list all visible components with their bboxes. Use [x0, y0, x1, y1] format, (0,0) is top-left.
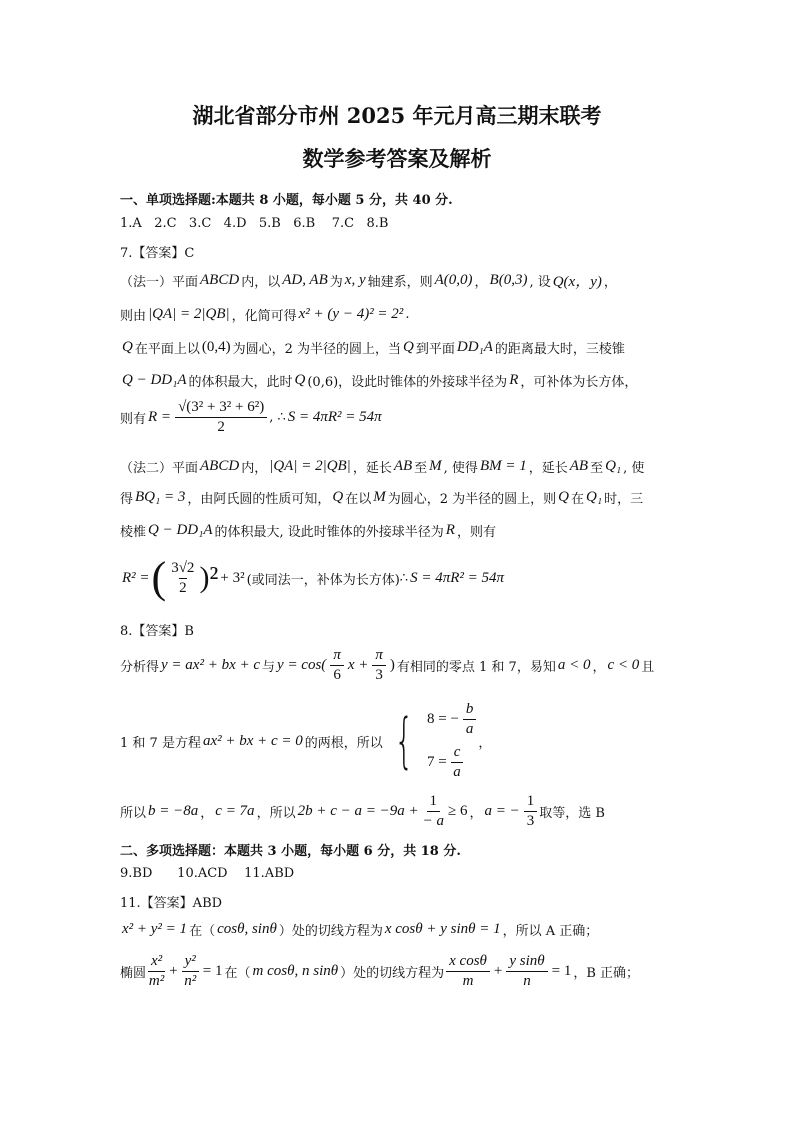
text: ）处的切线方程为	[278, 924, 383, 939]
text: 棱椎	[120, 525, 147, 540]
fraction	[463, 700, 477, 739]
math: 2b + c − a = −9a +	[297, 803, 419, 819]
numerator: √(3² + 3² + 6²)	[175, 398, 267, 418]
text: ，所以	[256, 806, 296, 821]
math: DD₁A	[456, 339, 493, 355]
q11-answer-heading: 11.【答案】ABD	[120, 896, 223, 911]
math: Q	[332, 489, 344, 505]
math: Q	[558, 489, 569, 505]
math: y = cos(	[277, 657, 327, 673]
math: A(0,0)	[434, 272, 473, 288]
text: ，可补体为长方体，	[520, 375, 638, 390]
denominator: 3	[375, 667, 383, 683]
math: |QA| = 2|QB|	[148, 306, 230, 322]
section1-heading: 一、单项选择题:本题共 8 小题，每小题 5 分，共 40 分.	[120, 193, 453, 208]
math: c = 7a	[215, 803, 255, 819]
text: , 设	[529, 275, 551, 290]
q7-line1	[120, 270, 617, 291]
q7-line2	[120, 305, 409, 324]
math: x +	[347, 657, 369, 673]
numerator: 3√2	[171, 559, 195, 576]
text: 则由	[120, 309, 147, 324]
text: 到平面	[415, 342, 455, 357]
paren: )²	[199, 561, 219, 594]
numerator: x²	[148, 952, 165, 972]
q7-answer-heading: 7.【答案】C	[120, 246, 195, 261]
text: ，由阿氏圆的性质可知，	[187, 492, 331, 507]
text: ，延长	[528, 461, 568, 476]
text: ，	[592, 660, 606, 675]
math: BQ₁ = 3	[135, 489, 186, 505]
q11-line2	[120, 952, 639, 991]
text: 的体积最大, 设此时锥体的外接球半径为	[214, 525, 444, 540]
denominator: 3	[526, 813, 535, 829]
fraction	[168, 559, 197, 598]
math: M	[373, 489, 386, 505]
title-line2: 数学参考答案及解析	[302, 146, 492, 171]
fraction	[446, 952, 490, 991]
text: ，	[478, 735, 492, 751]
section2-heading: 二、多项选择题：本题共 3 小题，每小题 6 分，共 18 分.	[120, 844, 461, 859]
denominator: a	[453, 764, 461, 780]
math: + 3²	[220, 569, 245, 586]
math: M	[429, 458, 442, 474]
q8-answer-heading: 8.【答案】B	[120, 624, 194, 639]
text: ，所以 A 正确；	[502, 924, 599, 939]
q7-line5	[120, 398, 384, 437]
fraction	[372, 646, 386, 685]
text: ，化简可得	[231, 309, 297, 324]
math: +	[169, 963, 178, 979]
numerator: π	[330, 646, 344, 666]
text: 与	[262, 660, 276, 675]
text: 则有	[120, 412, 147, 427]
numerator: 1	[524, 792, 538, 812]
math: a < 0	[557, 657, 591, 673]
section2-answers: 9.BD 10.ACD 11.ABD	[120, 866, 295, 881]
numerator: 1	[427, 792, 441, 812]
denominator: m	[462, 973, 474, 989]
math: B(0,3)	[489, 272, 528, 288]
math: AD, AB	[282, 272, 328, 288]
math: x, y	[344, 272, 366, 288]
text: ，延长	[352, 461, 392, 476]
math: Q₁	[586, 489, 603, 505]
fraction	[148, 952, 165, 991]
q7-line4	[120, 371, 637, 390]
text: （法二）平面	[120, 461, 199, 476]
math: 8 = −	[427, 711, 459, 727]
math: a = −	[484, 803, 520, 819]
text: .	[405, 307, 410, 322]
denominator: 6	[333, 667, 341, 683]
text: 的两根，所以	[304, 735, 383, 751]
math: cosθ, sinθ	[217, 921, 277, 937]
math: = 1	[551, 963, 572, 979]
numerator: y²	[182, 952, 199, 972]
text: 的距离最大时，三棱锥	[494, 342, 625, 357]
fraction	[423, 792, 444, 831]
math: S = 4πR² = 54π	[410, 569, 505, 586]
text: 取等，选 B	[539, 806, 605, 821]
math: AB	[569, 458, 589, 474]
math: = 1	[202, 963, 223, 979]
fraction	[506, 952, 547, 991]
text: (0,6)，设此时锥体的外接球半径为	[307, 375, 508, 390]
text: 内，	[241, 461, 268, 476]
math: x cosθ + y sinθ = 1	[384, 921, 501, 937]
math: y = ax² + bx + c	[161, 657, 261, 673]
math: m cosθ, n sinθ	[252, 963, 339, 979]
math: R² =	[122, 569, 150, 586]
math: Q	[403, 339, 414, 355]
text: , 使	[623, 461, 645, 476]
denominator: 2	[179, 579, 187, 596]
math: ax² + bx + c = 0	[202, 732, 303, 749]
numerator: b	[463, 700, 477, 720]
text: ）处的切线方程为	[340, 966, 445, 981]
text: ，	[603, 275, 617, 290]
text: （法一）平面	[120, 275, 199, 290]
math: R	[445, 522, 455, 538]
text: 时，三	[604, 492, 644, 507]
text: , 使得	[443, 461, 478, 476]
denominator: n²	[184, 973, 197, 989]
equation-system	[425, 700, 478, 782]
math: BM = 1	[479, 458, 527, 474]
q7-line8	[120, 521, 496, 540]
math: Q − DD₁A	[148, 522, 213, 538]
text: , ∴	[269, 410, 286, 425]
text: 且	[641, 660, 655, 675]
brace: {	[394, 706, 414, 776]
math: Q₁	[605, 458, 622, 474]
text: 在	[570, 492, 584, 507]
math: b = −8a	[148, 803, 199, 819]
text: 至	[414, 461, 428, 476]
text: 1 和 7 是方程	[120, 735, 201, 751]
denominator: m²	[148, 973, 165, 989]
q8-line1	[120, 646, 654, 685]
title-line1: 湖北省部分市州 2025 年元月高三期末联考	[192, 103, 602, 128]
math: (0,4)	[201, 339, 231, 355]
text: 为	[329, 275, 343, 290]
denominator: a	[465, 721, 474, 737]
math: S = 4πR² = 54π	[287, 409, 382, 425]
q8-line3	[120, 792, 605, 831]
fraction	[182, 952, 199, 991]
text: ，则有	[456, 525, 496, 540]
fraction	[524, 792, 538, 831]
math: Q − DD₁A	[122, 372, 187, 388]
text: 至	[590, 461, 604, 476]
text: 得	[120, 492, 134, 507]
math: ABCD	[200, 458, 240, 474]
math: +	[493, 963, 503, 979]
text: 所以	[120, 806, 147, 821]
text: 内，以	[241, 275, 281, 290]
math: ≥ 6	[447, 803, 468, 819]
paren: (	[151, 553, 167, 602]
fraction	[175, 398, 267, 437]
q7-line7	[120, 488, 643, 507]
fraction	[330, 646, 344, 685]
section1-answers: 1.A 2.C 3.C 4.D 5.B 6.B 7.C 8.B	[120, 216, 389, 231]
math: x² + (y − 4)² = 2²	[298, 306, 404, 322]
text: ∴	[399, 570, 409, 586]
text: 椭圆	[120, 966, 147, 981]
math: ABCD	[200, 272, 240, 288]
numerator: y sinθ	[506, 952, 547, 972]
math: AB	[393, 458, 413, 474]
math: c < 0	[607, 657, 640, 673]
text: 在（	[189, 924, 216, 939]
text: ，	[474, 275, 488, 290]
text: 分析得	[120, 660, 160, 675]
text: 的体积最大，此时	[188, 375, 293, 390]
text: ，	[200, 806, 214, 821]
math: x² + y² = 1	[122, 921, 188, 937]
fraction	[451, 743, 464, 782]
q7-line9	[120, 553, 506, 602]
q7-line3	[120, 338, 625, 357]
math: Q	[122, 339, 133, 355]
q7-line6	[120, 457, 644, 476]
text: ，B 正确；	[573, 966, 640, 981]
math: Q	[294, 372, 306, 388]
numerator: x cosθ	[446, 952, 490, 972]
math: R	[509, 372, 519, 388]
q8-line2	[120, 700, 491, 782]
text: (或同法一，补体为长方体)	[246, 572, 400, 588]
numerator: π	[372, 646, 386, 666]
math: )	[389, 657, 395, 673]
text: 在平面上以	[134, 342, 200, 357]
q11-line1	[120, 920, 598, 939]
text: ，	[469, 806, 483, 821]
text: 有相同的零点 1 和 7，易知	[396, 660, 556, 675]
math: 7 =	[427, 754, 447, 770]
denominator: 2	[217, 419, 225, 435]
text: 轴建系，则	[367, 275, 433, 290]
denominator: n	[523, 973, 531, 989]
denominator: − a	[422, 813, 444, 829]
text: 在（	[224, 966, 251, 981]
text: 为圆心，2 为半径的圆上，当	[232, 342, 402, 357]
text: 为圆心，2 为半径的圆上，则	[387, 492, 557, 507]
math: Q(x，y)	[552, 274, 602, 290]
text: 在以	[345, 492, 372, 507]
math: R =	[148, 409, 172, 425]
math: |QA| = 2|QB|	[269, 458, 351, 474]
numerator: c	[451, 743, 464, 763]
